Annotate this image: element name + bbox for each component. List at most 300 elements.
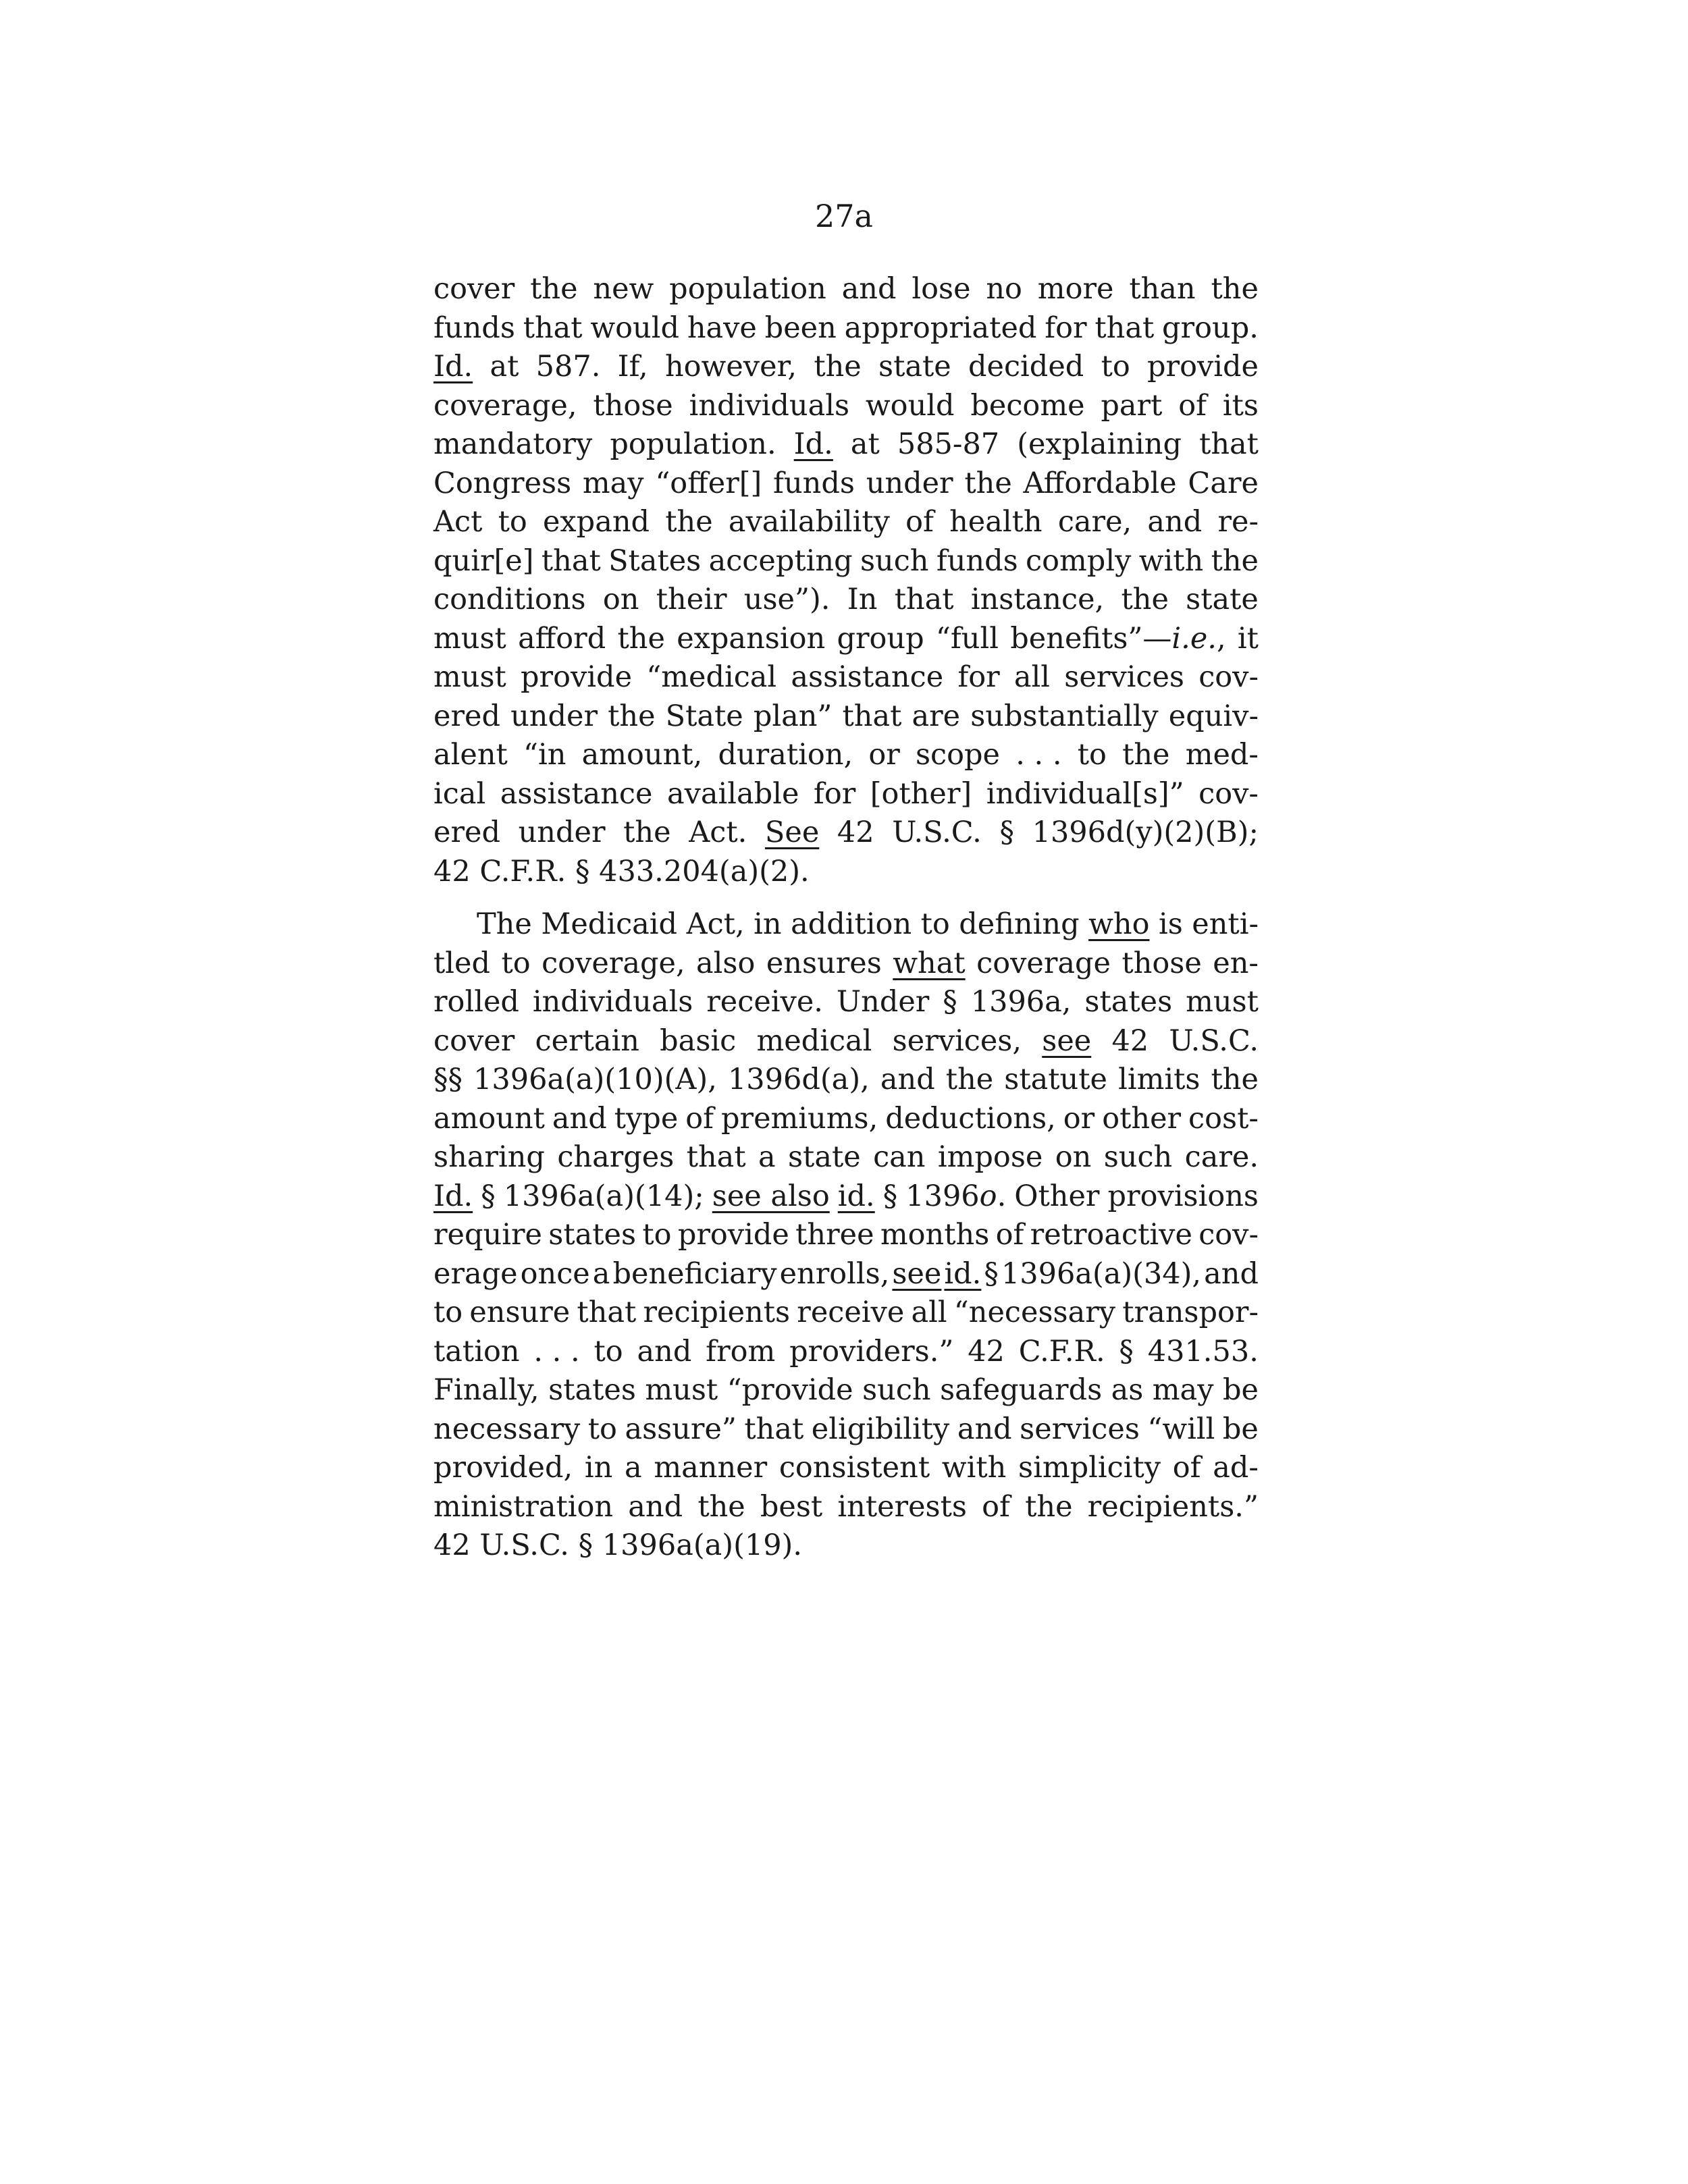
- text-run: those: [1122, 946, 1202, 980]
- word: [603, 581, 639, 620]
- text-run: funds: [773, 466, 855, 500]
- word: [892, 1255, 941, 1294]
- text-run: §§: [433, 1063, 463, 1096]
- text-run: those: [593, 388, 673, 423]
- word: [756, 1022, 872, 1061]
- word: [1198, 775, 1259, 814]
- word: [1121, 581, 1168, 620]
- text-run: tled: [433, 946, 491, 980]
- word: [433, 1526, 802, 1566]
- text-run: must: [433, 660, 506, 694]
- citation-underlined: Id.: [433, 350, 473, 383]
- word: [667, 775, 799, 814]
- text-run: cov-: [1198, 660, 1259, 694]
- text-run: at: [850, 427, 880, 461]
- text-run: state: [787, 1140, 861, 1174]
- word: [779, 1449, 930, 1488]
- text-run: provisions: [1107, 1179, 1259, 1213]
- word: [433, 503, 482, 542]
- word: [1223, 1410, 1259, 1449]
- text-run: such: [860, 543, 929, 578]
- word: [1223, 387, 1259, 426]
- text-line: [433, 270, 1259, 309]
- word: [766, 944, 882, 984]
- text-run: §: [943, 985, 957, 1019]
- word: [433, 736, 508, 775]
- text-run: transpor-: [1122, 1296, 1259, 1329]
- word: [921, 905, 950, 944]
- word: [433, 1177, 473, 1217]
- word: [628, 1488, 683, 1527]
- text-run: would: [590, 311, 680, 345]
- text-run: interests: [837, 1489, 967, 1524]
- word: [643, 1294, 790, 1333]
- text-run: medical: [756, 1023, 872, 1058]
- paragraph-2: [433, 905, 1259, 1566]
- word: [729, 503, 890, 542]
- text-run: limits: [1118, 1063, 1201, 1096]
- word: [1186, 581, 1259, 620]
- text-run: enrolls,: [779, 1256, 890, 1291]
- word: [1014, 1177, 1099, 1217]
- word: [895, 581, 954, 620]
- word: [1111, 1371, 1144, 1410]
- text-run: individual[s]”: [986, 776, 1184, 811]
- text-run: plan”: [753, 699, 833, 733]
- word: [1063, 1100, 1094, 1139]
- word: [1042, 1022, 1091, 1061]
- word: [433, 853, 810, 892]
- word: [1101, 348, 1130, 387]
- word: [789, 1333, 953, 1372]
- text-run: ical: [433, 776, 486, 811]
- text-run: Medicaid: [541, 907, 678, 941]
- text-run: 42 U.S.C. § 1396a(a)(19).: [433, 1528, 803, 1562]
- word: [1148, 1333, 1259, 1372]
- text-run: the: [617, 621, 665, 656]
- word: [541, 905, 677, 944]
- text-run: “necessary: [953, 1296, 1116, 1329]
- word: [433, 1255, 518, 1294]
- word: [970, 697, 1158, 737]
- citation-underlined: see: [892, 1256, 942, 1291]
- text-line: [433, 658, 1259, 697]
- word: [530, 270, 577, 309]
- text-run: that: [523, 311, 583, 345]
- text-run: use”).: [743, 583, 830, 616]
- word: [1094, 309, 1154, 348]
- text-run: re-: [1217, 505, 1259, 539]
- text-run: tation: [433, 1334, 520, 1368]
- text-run: Affordable: [1023, 466, 1177, 500]
- italic-text: o: [979, 1179, 997, 1213]
- word: [957, 1410, 1012, 1449]
- text-run: care,: [1057, 505, 1132, 539]
- word: [1204, 1255, 1259, 1294]
- word: [433, 464, 571, 504]
- text-run: §: [984, 1256, 999, 1291]
- word: [593, 387, 672, 426]
- word: [1084, 983, 1172, 1022]
- text-line: [433, 581, 1259, 620]
- word: [696, 944, 755, 984]
- word: [1045, 309, 1086, 348]
- text-run: Act.: [689, 816, 747, 849]
- text-run: the: [608, 699, 656, 733]
- text-run: to: [594, 1334, 623, 1368]
- text-run: on: [1055, 1140, 1092, 1174]
- word: [608, 542, 701, 581]
- word: [1101, 387, 1162, 426]
- citation-underlined: Id.: [433, 1179, 473, 1213]
- word: [1018, 1449, 1161, 1488]
- text-run: best: [760, 1489, 823, 1524]
- text-run: that: [744, 1412, 804, 1446]
- word: [536, 348, 601, 387]
- text-line: [433, 1138, 1259, 1177]
- word: [773, 464, 855, 504]
- word: [916, 736, 1000, 775]
- word: [1186, 983, 1259, 1022]
- word: [625, 1410, 736, 1449]
- word: [883, 1177, 898, 1217]
- italic-text: i.e.: [1171, 621, 1217, 656]
- word: [706, 1333, 775, 1372]
- text-run: and: [1204, 1256, 1259, 1291]
- text-run: amount: [433, 1101, 545, 1136]
- text-line: [433, 905, 1259, 944]
- word: [838, 1177, 875, 1217]
- text-run: once: [520, 1256, 590, 1291]
- word: [594, 1333, 623, 1372]
- text-run: on: [602, 583, 639, 616]
- text-run: is: [1158, 907, 1183, 941]
- text-run: lose: [912, 272, 971, 306]
- word: [1199, 425, 1259, 464]
- word: [936, 620, 999, 659]
- word: [999, 814, 1014, 853]
- text-run: or: [1063, 1101, 1095, 1136]
- word: [623, 814, 670, 853]
- word: [957, 658, 999, 697]
- text-run: part: [1101, 388, 1163, 423]
- text-run: expansion: [677, 621, 826, 656]
- word: [518, 620, 606, 659]
- text-run: 1396a(a)(34),: [1001, 1256, 1202, 1291]
- word: [521, 658, 632, 697]
- text-line: [433, 1333, 1259, 1372]
- text-run: 42: [837, 816, 874, 849]
- word: [971, 581, 1104, 620]
- word: [727, 1371, 853, 1410]
- word: [791, 905, 912, 944]
- text-run: under: [518, 816, 606, 849]
- word: [1019, 1333, 1105, 1372]
- word: [1147, 1410, 1215, 1449]
- text-run: receive.: [706, 985, 823, 1019]
- text-run: or: [868, 738, 900, 772]
- text-run: in: [754, 907, 782, 941]
- word: [610, 425, 776, 464]
- word: [968, 348, 1084, 387]
- text-run: services: [1020, 1412, 1140, 1446]
- text-run: provide: [1147, 350, 1259, 383]
- word: [728, 1061, 870, 1100]
- word: [523, 736, 566, 775]
- text-run: and: [957, 1412, 1012, 1446]
- text-line: [433, 1526, 1259, 1566]
- word: [433, 775, 485, 814]
- word: [1198, 1216, 1259, 1255]
- word: [1185, 1138, 1259, 1177]
- text-run: state: [1186, 583, 1259, 616]
- word: [1188, 464, 1259, 504]
- text-run: 1396a(a)(10)(A),: [473, 1063, 717, 1096]
- word: [1001, 1255, 1201, 1294]
- word: [982, 1488, 1010, 1527]
- word: [433, 1488, 613, 1527]
- text-run: services: [1064, 660, 1184, 694]
- word: [1173, 1449, 1201, 1488]
- text-run: expand: [542, 505, 650, 539]
- text-run: the: [1121, 583, 1169, 616]
- citation-underlined: see: [1042, 1023, 1092, 1058]
- text-run: . . .: [1016, 738, 1062, 772]
- word: [1217, 503, 1259, 542]
- text-run: charges: [557, 1140, 675, 1174]
- word: [971, 983, 1072, 1022]
- text-run: states: [548, 1373, 636, 1407]
- word: [1055, 1138, 1092, 1177]
- text-run: of: [982, 1489, 1010, 1524]
- word: [954, 1294, 1115, 1333]
- text-run: cov-: [1198, 776, 1259, 811]
- text-run: also: [696, 946, 756, 980]
- word: [1169, 697, 1259, 737]
- word: [669, 270, 826, 309]
- text-run: more: [1037, 272, 1114, 306]
- text-line: [433, 814, 1259, 853]
- text-run: the: [697, 1489, 745, 1524]
- text-run: ered: [433, 699, 500, 733]
- text-line: [433, 1255, 1259, 1294]
- word: [721, 1100, 878, 1139]
- text-run: and: [1147, 505, 1203, 539]
- word: [1119, 1333, 1134, 1372]
- word: [678, 1216, 789, 1255]
- word: [1147, 348, 1259, 387]
- word: [433, 983, 519, 1022]
- word: [1032, 814, 1259, 853]
- text-run: the: [530, 272, 578, 306]
- word: [645, 1371, 718, 1410]
- word: [533, 1333, 579, 1372]
- text-run: simplicity: [1018, 1451, 1161, 1485]
- paragraph-gap: [433, 891, 1259, 905]
- word: [893, 1022, 1022, 1061]
- text-run: 1396a(a)(14);: [503, 1179, 704, 1213]
- text-run: eligibility: [811, 1412, 950, 1446]
- word: [685, 1100, 714, 1139]
- word: [1102, 1100, 1181, 1139]
- text-run: U.S.C.: [1169, 1023, 1259, 1058]
- text-run: from: [706, 1334, 776, 1368]
- text-run: and: [637, 1334, 692, 1368]
- word: [866, 464, 953, 504]
- text-run: coverage,: [433, 388, 577, 423]
- word: [870, 775, 972, 814]
- word: [689, 814, 747, 853]
- word: [1147, 503, 1202, 542]
- word: [893, 944, 965, 984]
- text-run: manner: [654, 1451, 768, 1485]
- text-run: as: [1111, 1373, 1144, 1407]
- word: [590, 309, 679, 348]
- text-run: ad-: [1213, 1451, 1259, 1485]
- word: [754, 697, 833, 737]
- word: [433, 387, 577, 426]
- word: [814, 775, 855, 814]
- word: [697, 1488, 745, 1527]
- text-run: benefits”—: [1010, 621, 1172, 656]
- word: [905, 503, 934, 542]
- text-run: individuals: [532, 985, 693, 1019]
- text-run: equiv-: [1168, 699, 1259, 733]
- text-run: that: [577, 1296, 637, 1329]
- text-run: defining: [959, 907, 1080, 941]
- citation-underlined: id.: [837, 1179, 875, 1213]
- word: [1078, 736, 1107, 775]
- text-run: must: [645, 1373, 718, 1407]
- text-run: assure”: [625, 1412, 737, 1446]
- text-run: 1396d(y)(2)(B);: [1032, 816, 1259, 849]
- word: [873, 1138, 925, 1177]
- text-line: [433, 1371, 1259, 1410]
- text-run: care.: [1184, 1140, 1259, 1174]
- word: [744, 581, 830, 620]
- text-run: ensure: [469, 1296, 571, 1329]
- text-run: State: [665, 699, 743, 733]
- word: [837, 983, 929, 1022]
- text-run: providers.”: [789, 1334, 954, 1368]
- text-run: 42 C.F.R. § 433.204(a)(2).: [433, 854, 810, 888]
- word: [588, 1410, 617, 1449]
- word: [433, 944, 490, 984]
- word: [535, 1022, 639, 1061]
- word: [862, 1371, 931, 1410]
- word: [797, 1294, 904, 1333]
- text-run: . . .: [533, 1334, 580, 1368]
- text-run: other: [1102, 1101, 1182, 1136]
- word: [765, 814, 819, 853]
- word: [1010, 620, 1225, 659]
- text-run: erage: [433, 1256, 518, 1291]
- word: [612, 1255, 776, 1294]
- text-run: cov-: [1198, 1218, 1259, 1252]
- citation-underlined: id.: [944, 1256, 982, 1291]
- text-run: duration,: [718, 738, 853, 772]
- word: [433, 425, 592, 464]
- word: [880, 1061, 935, 1100]
- text-run: individuals: [689, 388, 850, 423]
- word: [548, 1371, 636, 1410]
- text-line: [433, 697, 1259, 737]
- text-run: the: [1122, 738, 1170, 772]
- page-number: 27a: [815, 198, 873, 234]
- text-run: that: [894, 583, 954, 616]
- text-run: ensures: [766, 946, 882, 980]
- word: [845, 309, 1037, 348]
- text-run: ministration: [433, 1489, 614, 1524]
- word: [687, 1138, 746, 1177]
- word: [646, 658, 776, 697]
- text-run: been: [764, 311, 837, 345]
- word: [905, 1177, 1006, 1217]
- text-run: rolled: [433, 985, 519, 1019]
- text-run: enti-: [1192, 907, 1259, 941]
- word: [687, 905, 745, 944]
- text-run: have: [687, 311, 757, 345]
- word: [758, 1138, 776, 1177]
- word: [557, 1138, 674, 1177]
- text-run: assistance: [500, 776, 653, 811]
- text-run: provide: [677, 1218, 789, 1252]
- text-run: mandatory: [433, 427, 593, 461]
- word: [504, 1177, 704, 1217]
- text-run: necessary: [433, 1412, 581, 1446]
- word: [548, 1216, 636, 1255]
- text-run: Under: [836, 985, 930, 1019]
- word: [837, 814, 874, 853]
- text-run: Congress: [433, 466, 572, 500]
- text-run: population.: [610, 427, 776, 461]
- text-run: services,: [892, 1023, 1022, 1058]
- word: [1064, 658, 1184, 697]
- text-run: .: [997, 1179, 1007, 1213]
- word: [433, 814, 500, 853]
- text-run: of: [905, 505, 934, 539]
- text-run: of: [1172, 1451, 1201, 1485]
- text-line: [433, 464, 1259, 504]
- word: [897, 425, 999, 464]
- citation-underlined: See: [764, 816, 820, 849]
- word: [760, 1488, 822, 1527]
- word: [885, 1100, 1056, 1139]
- text-run: however,: [664, 350, 797, 383]
- word: [837, 620, 924, 659]
- text-run: statute: [1004, 1063, 1107, 1096]
- text-run: recipients.”: [1087, 1489, 1259, 1524]
- text-line: [433, 1294, 1259, 1333]
- word: [433, 309, 515, 348]
- text-line: [433, 542, 1259, 581]
- text-run: consistent: [779, 1451, 930, 1485]
- text-line: [433, 1177, 1259, 1217]
- word: [656, 581, 727, 620]
- text-run: assistance: [791, 660, 944, 694]
- text-run: that: [1199, 427, 1259, 461]
- text-run: decided: [968, 350, 1084, 383]
- text-run: their: [656, 583, 727, 616]
- word: [593, 270, 654, 309]
- text-line: [433, 387, 1259, 426]
- text-run: “medical: [646, 660, 777, 694]
- text-run: funds: [936, 543, 1018, 578]
- text-run: and: [880, 1063, 935, 1096]
- text-run: deductions,: [885, 1101, 1056, 1136]
- text-run: 42: [1111, 1023, 1149, 1058]
- word: [911, 1294, 947, 1333]
